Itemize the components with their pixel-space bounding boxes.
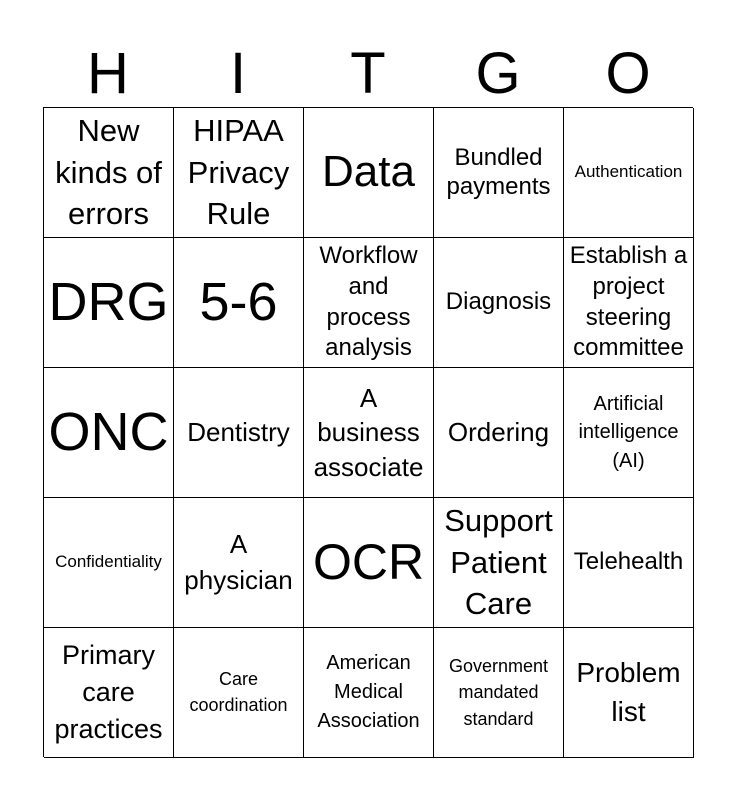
cell-text: OCR [312, 534, 425, 590]
bingo-cell[interactable] [304, 368, 434, 498]
bingo-cell[interactable] [434, 368, 564, 498]
cell-text: Confidentiality [55, 552, 162, 572]
cell-text: ONC [48, 401, 169, 462]
bingo-cell[interactable] [174, 628, 304, 758]
bingo-cell[interactable] [564, 368, 694, 498]
header-letter-i: I [229, 41, 247, 106]
bingo-cell[interactable] [44, 108, 174, 238]
cell-text: Primary care practices [54, 640, 163, 744]
cell-text: Care coordination [189, 668, 288, 715]
cell-text: Authentication [574, 162, 683, 182]
cell-text: Data [322, 147, 415, 197]
bingo-cell[interactable] [564, 498, 694, 628]
bingo-cell[interactable] [44, 628, 174, 758]
bingo-cell[interactable] [174, 368, 304, 498]
header-letter-o: O [605, 41, 651, 106]
cell-text: Government mandated standard [448, 656, 549, 729]
header-letter-t: T [350, 41, 386, 106]
cell-text: Ordering [447, 416, 550, 447]
cell-text: American Medical Association [317, 652, 420, 732]
bingo-cell[interactable] [434, 238, 564, 368]
bingo-board [43, 107, 693, 757]
cell-text: Diagnosis [445, 288, 552, 316]
cell-text: New kinds of errors [55, 112, 162, 232]
bingo-cell[interactable] [564, 238, 694, 368]
header-letter-h: H [87, 41, 129, 106]
cell-text: Bundled payments [446, 143, 551, 200]
cell-text: 5-6 [199, 271, 278, 332]
bingo-cell[interactable] [434, 628, 564, 758]
bingo-cell[interactable] [304, 498, 434, 628]
bingo-header [43, 40, 693, 108]
bingo-cell[interactable] [174, 498, 304, 628]
bingo-cell[interactable] [434, 498, 564, 628]
bingo-cell[interactable] [564, 628, 694, 758]
bingo-cell[interactable] [44, 238, 174, 368]
cell-text: Artificial intelligence (AI) [578, 392, 679, 472]
bingo-cell[interactable] [44, 498, 174, 628]
header-letter-g: G [475, 41, 521, 106]
bingo-cell[interactable] [304, 628, 434, 758]
bingo-cell[interactable] [564, 108, 694, 238]
cell-text: Dentistry [187, 416, 290, 447]
cell-text: Telehealth [573, 548, 684, 576]
bingo-cell[interactable] [44, 368, 174, 498]
cell-text: Support Patient Care [444, 502, 553, 622]
cell-text: HIPAA Privacy Rule [187, 112, 290, 232]
bingo-cell[interactable] [304, 108, 434, 238]
cell-text: A business associate [313, 383, 424, 482]
cell-text: Problem list [576, 656, 681, 727]
cell-text: Establish a project steering committee [569, 242, 688, 362]
bingo-cell[interactable] [174, 108, 304, 238]
bingo-cell[interactable] [434, 108, 564, 238]
cell-text: Workflow and process analysis [319, 242, 418, 362]
bingo-cell[interactable] [304, 238, 434, 368]
bingo-cell[interactable] [174, 238, 304, 368]
cell-text: A physician [184, 529, 293, 595]
cell-text: DRG [48, 271, 169, 332]
